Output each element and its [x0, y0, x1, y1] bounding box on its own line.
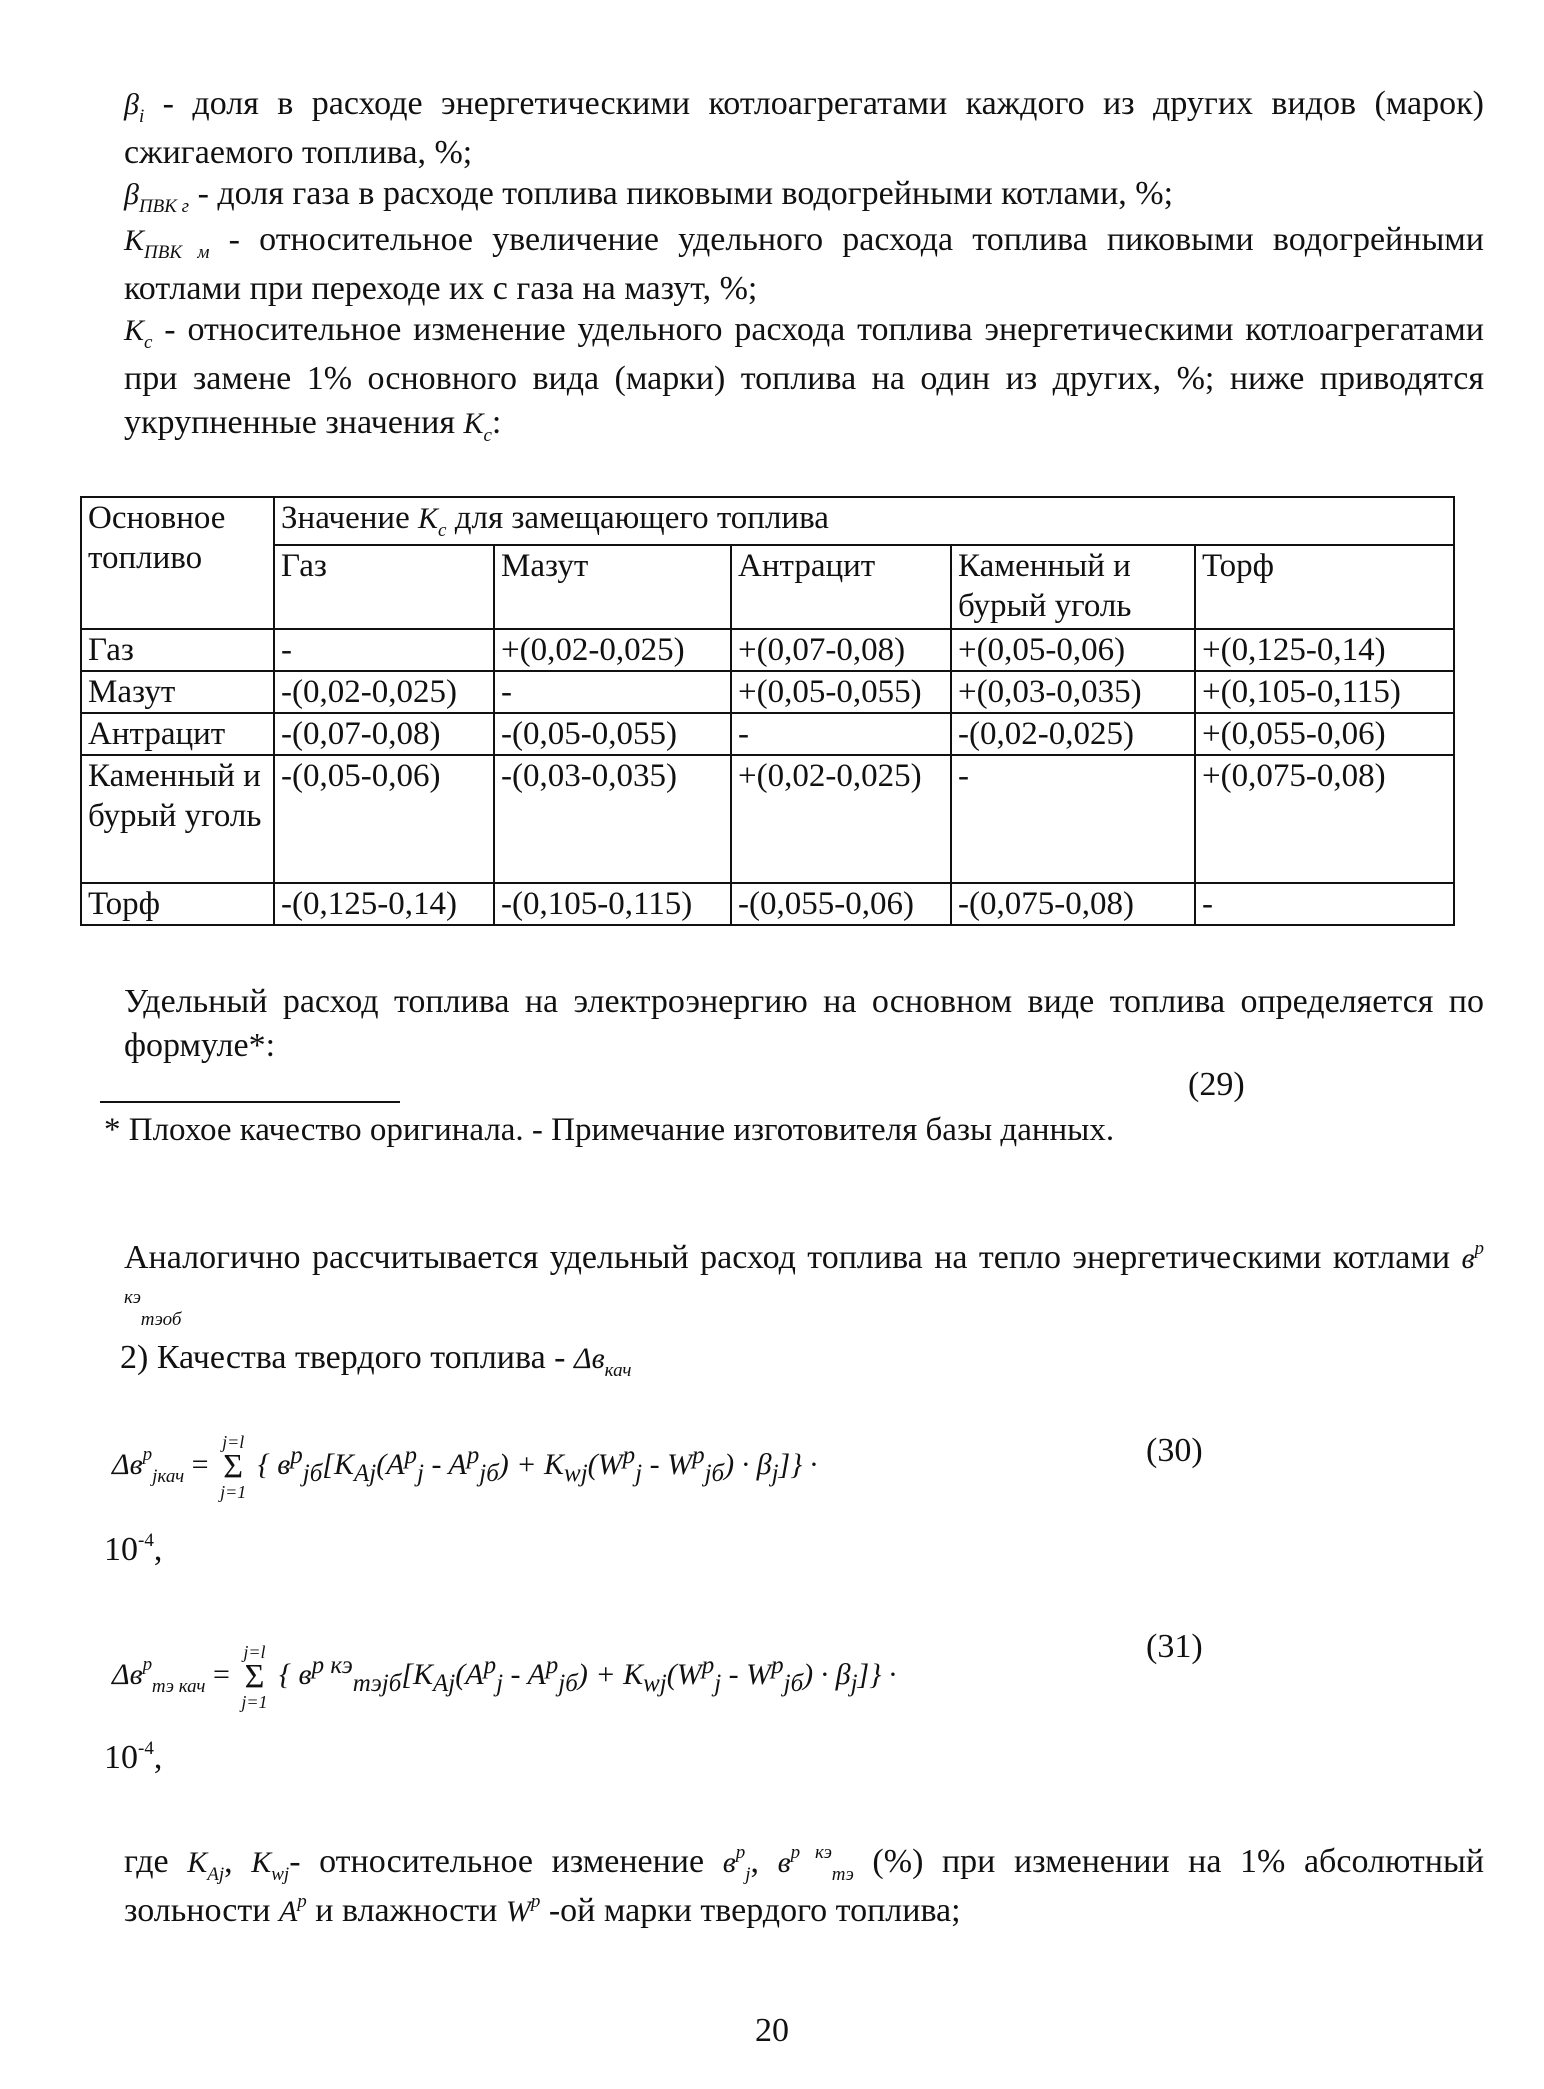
formula-31-tail: $10^{-4}$,	[104, 1738, 163, 1776]
column-header: Торф	[1195, 545, 1454, 629]
table-cell: +(0,05-0,055)	[731, 671, 951, 713]
formula-30-tail: $10^{-4}$,	[104, 1530, 163, 1568]
formula-31-body: { $в^{р кэ}_{тэjб}[K_{Aj}(A^р_j - A^р_{jб}) + K_{wj}(W^р_j - W^р_{jб}) \cdot \beta_j]$} ·	[279, 1651, 897, 1697]
table-row	[81, 713, 1454, 755]
group-header: Значение $K_с$ для замещающего топлива	[274, 497, 1454, 545]
row-label: Каменный и бурый уголь	[81, 755, 274, 883]
table-cell: +(0,03-0,035)	[951, 671, 1195, 713]
table-cell: +(0,125-0,14)	[1195, 629, 1454, 671]
table-subheader-row	[81, 545, 1454, 629]
equation-number-29: (29)	[1188, 1066, 1245, 1103]
k-symbol: K	[124, 314, 145, 347]
k-symbol: K	[124, 224, 145, 257]
row-label: Антрацит	[81, 713, 274, 755]
row-label: Мазут	[81, 671, 274, 713]
equation-number-31: (31)	[1146, 1628, 1203, 1665]
table-cell: +(0,105-0,115)	[1195, 671, 1454, 713]
definition-beta-pvk: $\beta_{ПВК г}$ - доля газа в расходе топлива пиковыми водогрейными котлами, %;	[124, 175, 1174, 217]
table-cell: -	[731, 713, 951, 755]
table-cell: +(0,07-0,08)	[731, 629, 951, 671]
table-cell: -(0,05-0,06)	[274, 755, 494, 883]
table-row	[81, 629, 1454, 671]
footnote: * Плохое качество оригинала. - Примечание изготовителя базы данных.	[104, 1112, 1115, 1148]
table-cell: -	[274, 629, 494, 671]
table-row	[81, 883, 1454, 925]
table-cell: -(0,03-0,035)	[494, 755, 731, 883]
column-header: Каменный и бурый уголь	[951, 545, 1195, 629]
equation-number-30: (30)	[1146, 1432, 1203, 1469]
definition-k-pvk: $K_{ПВК м}$ - относительное увеличение удельного расхода топлива пиковыми водогрейными котлами при переходе их с газа на мазут, %;	[124, 221, 1484, 307]
table-cell: +(0,02-0,025)	[494, 629, 731, 671]
table-row	[81, 671, 1454, 713]
beta-symbol: β	[124, 88, 139, 121]
paragraph-analog: Аналогично рассчитывается удельный расход топлива на тепло энергетическими котлами $в^{р кэ}_{тэоб}$	[124, 1238, 1484, 1330]
table-cell: -	[1195, 883, 1454, 925]
table-cell: +(0,05-0,06)	[951, 629, 1195, 671]
paragraph-specific-consumption: Удельный расход топлива на электроэнергию на основном виде топлива определяется по формуле*:	[124, 983, 1484, 1064]
table-header-row	[81, 497, 1454, 545]
formula-31: $\Delta в^р_{тэ кач} = j=l$ Σ j=1 { $в^{р кэ}_{тэjб}[K_{Aj}(A^р_j - A^р_{jб}) + K_{wj}(W^р_j - W^р_{jб}) \cdot \beta_j]$} ·	[112, 1642, 897, 1712]
table-cell: -	[494, 671, 731, 713]
kc-values-table	[80, 496, 1455, 926]
table-cell: -(0,055-0,06)	[731, 883, 951, 925]
table-cell: -(0,02-0,025)	[951, 713, 1195, 755]
table-cell: +(0,075-0,08)	[1195, 755, 1454, 883]
formula-30: $\Delta в^р_{jкач} = j=l$ Σ j=1 { $в^р_{jб}[K_{Aj}(A^р_j - A^р_{jб}) + K_{wj}(W^р_j - W^р_{jб}) \cdot \beta_j]$} ·	[112, 1432, 818, 1502]
row-label: Торф	[81, 883, 274, 925]
table-cell: -(0,05-0,055)	[494, 713, 731, 755]
footnote-divider	[100, 1101, 400, 1103]
item-2: 2) Качества твердого топлива - $\Delta в_{кач}$	[120, 1339, 632, 1381]
table-cell: -(0,075-0,08)	[951, 883, 1195, 925]
page-number: 20	[755, 2012, 789, 2049]
sum-operator: j=l Σ j=1	[220, 1432, 247, 1502]
table-cell: -(0,125-0,14)	[274, 883, 494, 925]
table-cell: +(0,02-0,025)	[731, 755, 951, 883]
table-cell: -(0,02-0,025)	[274, 671, 494, 713]
table-cell: -	[951, 755, 1195, 883]
corner-header: Основное топливо	[81, 497, 274, 629]
column-header: Мазут	[494, 545, 731, 629]
table-row	[81, 755, 1454, 883]
formula-30-body: { $в^р_{jб}[K_{Aj}(A^р_j - A^р_{jб}) + K_{wj}(W^р_j - W^р_{jб}) \cdot \beta_j]$} ·	[257, 1441, 818, 1487]
definition-k-c: $K_с$ - относительное изменение удельного расхода топлива энергетическими котлоагрегатами при замене 1% основного вида (марки) топлива на один из других, %; ниже приводятся укрупненные значения $K_с$:	[124, 311, 1484, 446]
definition-beta-i: $\beta_i$ - доля в расходе энергетическими котлоагрегатами каждого из других видов (марок) сжигаемого топлива, %;	[124, 85, 1484, 171]
column-header: Антрацит	[731, 545, 951, 629]
table-cell: +(0,055-0,06)	[1195, 713, 1454, 755]
sum-operator: j=l Σ j=1	[241, 1642, 268, 1712]
table-cell: -(0,07-0,08)	[274, 713, 494, 755]
table-cell: -(0,105-0,115)	[494, 883, 731, 925]
row-label: Газ	[81, 629, 274, 671]
paragraph-where: где $K_{Aj}$, $K_{wj}-$ относительное изменение $в^р_j$, $в^{р кэ}_{тэ}$ (%) при изменении на 1% абсолютный зольности $A^р$ и влажности $W^р$ -ой марки твердого топлива;	[124, 1842, 1485, 1929]
column-header: Газ	[274, 545, 494, 629]
beta-symbol: β	[124, 178, 139, 211]
